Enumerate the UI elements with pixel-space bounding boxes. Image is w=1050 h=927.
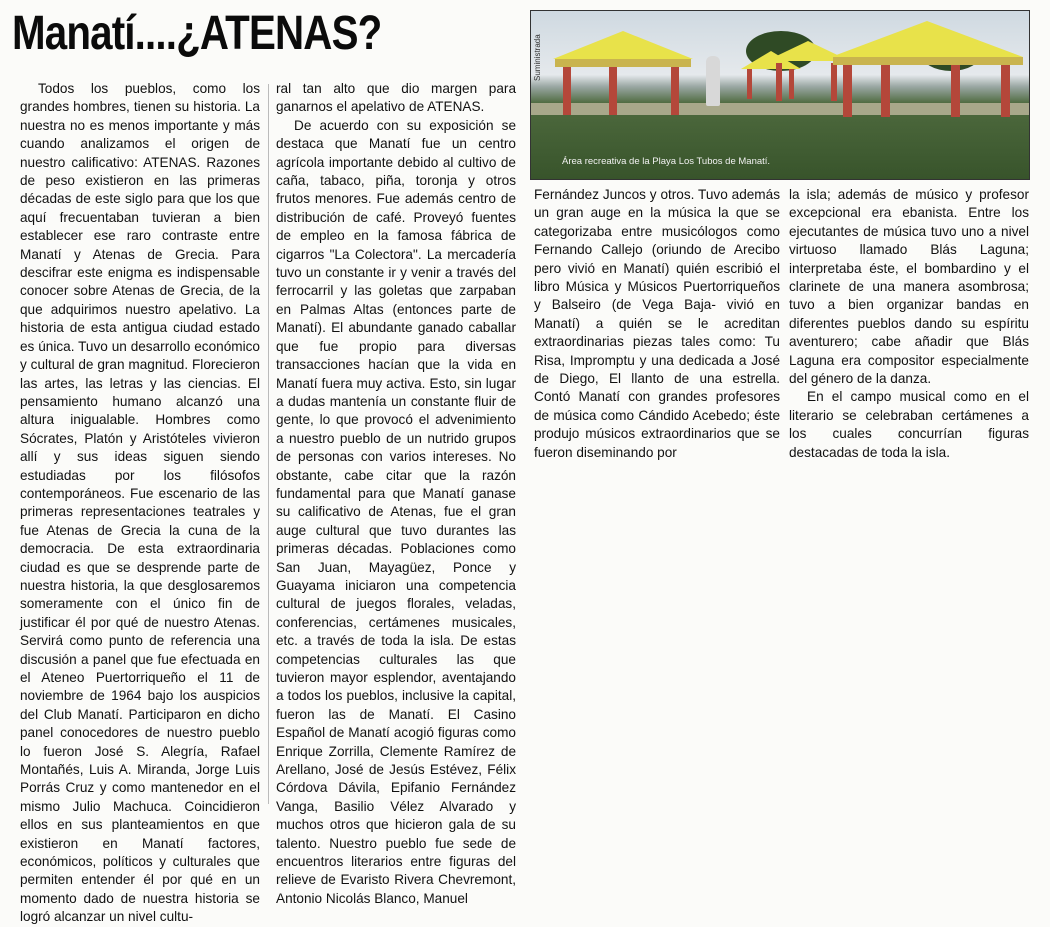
paragraph: De acuerdo con su exposición se destaca que Manatí fue un centro agrícola importante debido al cultivo de caña, tabaco, piña, toronja y otros frutos menores. Fue además centro de distribución de café. Proveyó fuentes de empleo en la famosa fábrica de cigarros "La Colectora". La mercadería tuvo un constante ir y venir a través del ferrocarril y las goletas que zarpaban en Palmas Altas (entonces parte de Manatí). El abundante ganado caballar que fue propio para diversas transacciones hacían que la vida en Manatí fuera muy activa. Esto, sin lugar a dudas mantenía un constante fluir de gente, lo que provocó el advenimiento a nuestro pueblo de un nutrido grupos de personas con varios intereses. No obstante, cabe citar que la razón fundamental para que Manatí ganase su calificativo de Atenas, fue el gran auge cultural que tuvo durantes las primeras décadas. Poblaciones como San Juan, Mayagüez, Ponce y Guayama iniciaron una competencia cultural de juegos florales, veladas, conferencias, certámenes musicales, etc. a través de toda la isla. De estas competencias culturales las que tuvieron mayor esplendor, aventajando a todos los pueblos, inclusive la capital, fueron las de Manatí. El Casino Español de Manatí acogió figuras como Enrique Zorrilla, Clemente Ramírez de Arellano, José de Jesús Estévez, Félix Córdova Dávila, Epifanio Fernández Vanga, Basilio Vélez Alvarado y muchos otros que hicieron gala de su talento. Nuestro pueblo fue sede de encuentros literarios entre figuras del relieve de Evaristo Rivera Chevremont, Antonio Nicolás Blanco, Manuel	[276, 117, 516, 906]
article-column-1	[20, 80, 260, 925]
article-column-4	[789, 186, 1029, 460]
paragraph: Fernández Juncos y otros. Tuvo además un gran auge en la música la que se categorizaba entre musicólogos como Fernando Callejo (oriundo de Arecibo pero vivió en Manatí) quién escribió el libro Música y Músicos Puertorriqueños y Balseiro (de Vega Baja- vivió en Manatí) a quién se le acreditan extraordinarias piezas tales como: Tu Risa, Impromptu y una dedicada a José de Diego, El llanto de una estrella. Contó Manatí con grandes profesores de música como Cándido Acebedo; éste produjo músicos extraordinarios que se fueron diseminando por	[534, 187, 780, 460]
paragraph: En el campo musical como en el literario se celebraban certámenes a los cuales concurrían figuras destacadas de toda la isla.	[789, 389, 1029, 460]
photo-credit: Suministrada	[533, 34, 542, 81]
paragraph: ral tan alto que dio margen para ganarnos el apelativo de ATENAS.	[276, 81, 516, 115]
beach-recreation-photo	[530, 10, 1030, 180]
paragraph: la isla; además de músico y profesor excepcional era ebanista. Entre los ejecutantes de música tuvo uno a nivel virtuoso llamado Blás Laguna; interpretaba éste, el bombardino y el clarinete de una manera asombrosa; tuvo a bien organizar bandas en diferentes pueblos dando su espíritu aventurero; cabe añadir que Blás Laguna era compositor especialmente del género de la danza.	[789, 187, 1029, 387]
article-column-2	[276, 80, 516, 906]
photo-caption: Área recreativa de la Playa Los Tubos de Manatí.	[562, 156, 771, 167]
headline: Manatí....¿ATENAS?	[12, 7, 382, 60]
paragraph: Todos los pueblos, como los grandes hombres, tienen su historia. La nuestra no es menos importante y más cuando analizamos el origen de nuestro calificativo: ATENAS. Razones de peso existieron en las primeras décadas de este siglo para que los que aquí frecuentaban tuvieran a bien establecer ese raro contraste entre Manatí y Atenas de Grecia. Para descifrar este enigma es indispensable conocer sobre Atenas de Grecia, de la que adquirimos nuestro apelativo. La historia de esta antigua ciudad estado es única. Tuvo un desarrollo económico y cultural de gran magnitud. Florecieron las artes, las letras y las ciencias. El pensamiento humano alcanzó una altura inigualable. Hombres como Sócrates, Platón y Aristóteles vivieron allí y sus ideas siguen siendo estudiadas por los filósofos contemporáneos. Fue escenario de las primeras representaciones teatrales y fue Atenas de Grecia la cuna de la democracia. De esta extraordinaria ciudad es que se desprende parte de nuestra historia, la que desglosaremos someramente con el único fin de justificar él por qué de nuestro Atenas. Servirá como punto de referencia una discusión a panel que fue efectuada en el Ateneo Puertorriqueño el 11 de noviembre de 1964 bajo los auspicios del Club Manatí. Participaron en dicho panel conocedores de nuestro pueblo lo fueron José S. Alegría, Rafael Montañés, Luis A. Miranda, Jorge Luis Porrás Cruz y como mantenedor en el mismo Julio Machuca. Coincidieron ellos en sus planteamientos en que existieron en Manatí factores, económicos, políticos y culturales que permiten entender él por qué en un momento dado de nuestra historia se logró alcanzar un nivel cultu-	[20, 81, 260, 925]
column-divider	[268, 84, 269, 804]
article-column-3	[534, 186, 780, 460]
